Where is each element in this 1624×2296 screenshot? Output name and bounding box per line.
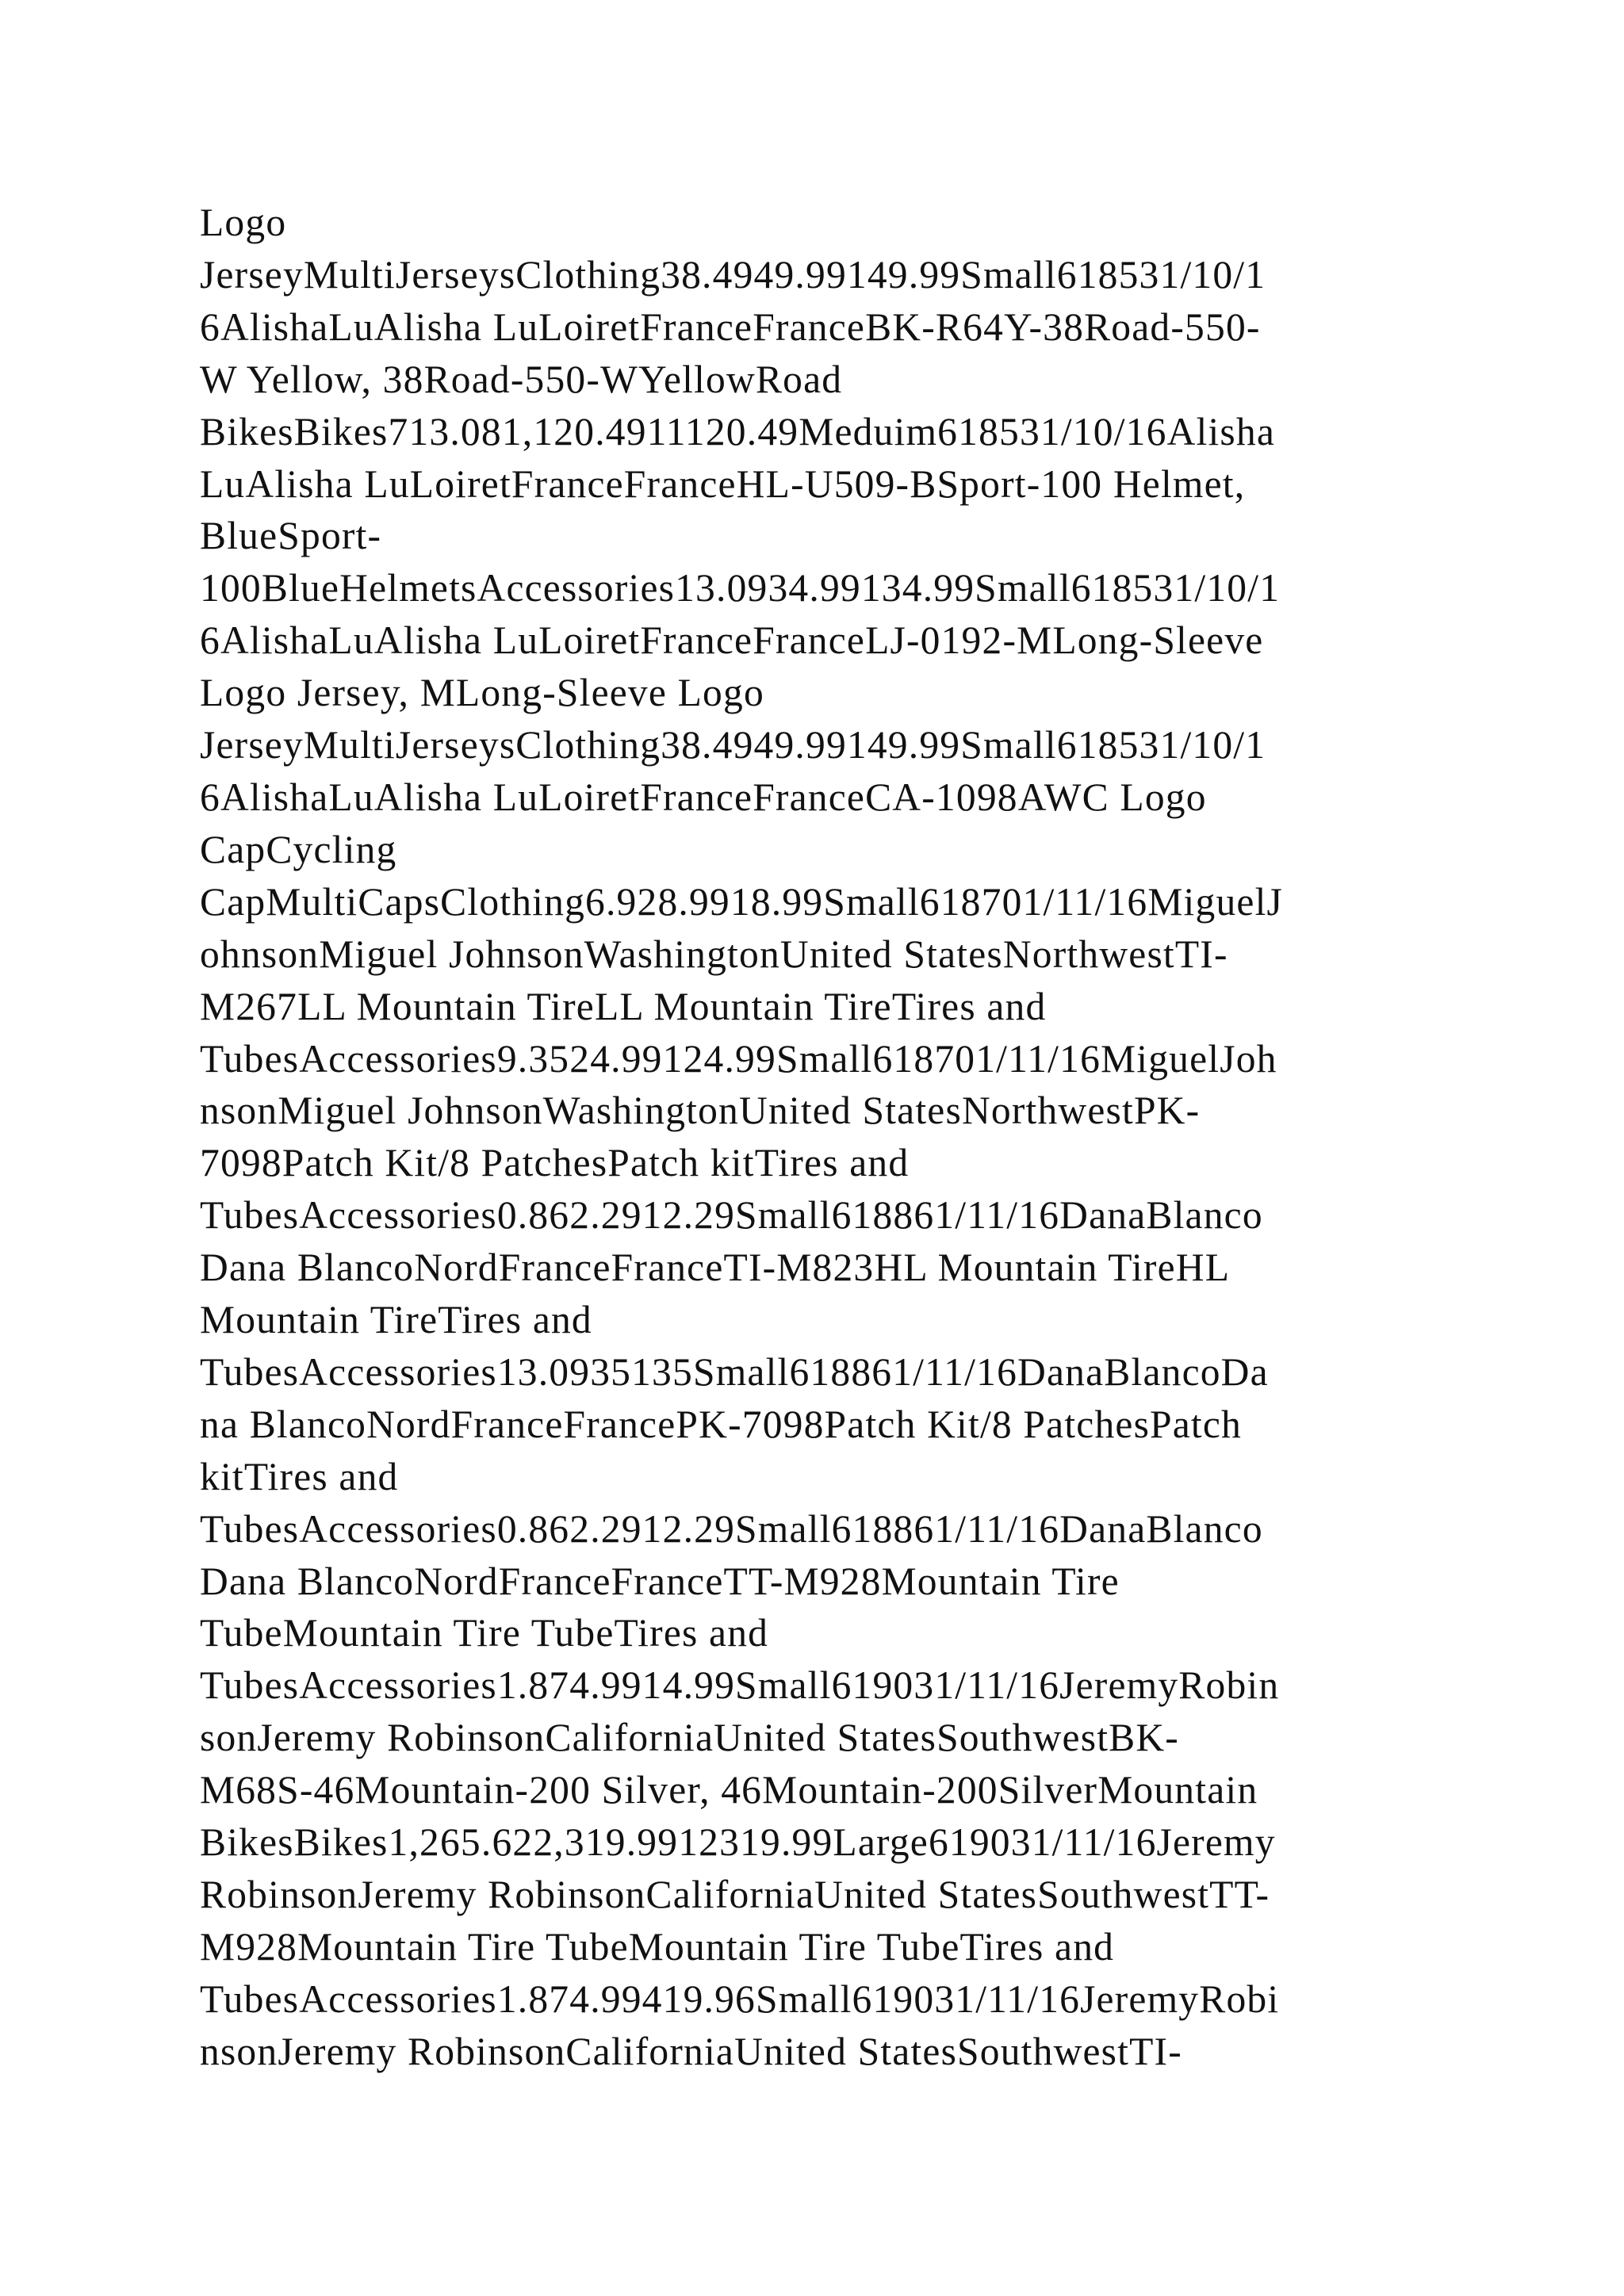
text-line: Dana BlancoNordFranceFranceTI-M823HL Mountain TireHL bbox=[200, 1246, 1231, 1290]
text-line: M267LL Mountain TireLL Mountain TireTires and bbox=[200, 984, 1047, 1028]
text-line: BikesBikes1,265.622,319.9912319.99Large619031/11/16Jeremy bbox=[200, 1820, 1276, 1865]
text-line: 6AlishaLuAlisha LuLoiretFranceFranceCA-1098AWC Logo bbox=[200, 775, 1207, 819]
text-line: sonJeremy RobinsonCaliforniaUnited StatesSouthwestBK- bbox=[200, 1716, 1179, 1760]
text-line: 6AlishaLuAlisha LuLoiretFranceFranceBK-R64Y-38Road-550- bbox=[200, 304, 1261, 349]
text-line: CapCycling bbox=[200, 827, 397, 871]
text-line: 100BlueHelmetsAccessories13.0934.99134.99Small618531/10/1 bbox=[200, 566, 1281, 610]
text-line: kitTires and bbox=[200, 1454, 399, 1498]
text-line: TubesAccessories0.862.2912.29Small618861/11/16DanaBlanco bbox=[200, 1506, 1263, 1551]
text-line: nsonMiguel JohnsonWashingtonUnited StatesNorthwestPK- bbox=[200, 1089, 1201, 1133]
text-line: JerseyMultiJerseysClothing38.4949.99149.99Small618531/10/1 bbox=[200, 723, 1266, 767]
text-line: Logo Jersey, MLong-Sleeve Logo bbox=[200, 671, 764, 715]
text-line: 7098Patch Kit/8 PatchesPatch kitTires and bbox=[200, 1141, 910, 1185]
text-line: TubesAccessories9.3524.99124.99Small618701/11/16MiguelJoh bbox=[200, 1036, 1277, 1081]
text-line: TubesAccessories1.874.99419.96Small619031/11/16JeremyRobi bbox=[200, 1976, 1280, 2021]
text-line: RobinsonJeremy RobinsonCaliforniaUnited StatesSouthwestTT- bbox=[200, 1873, 1270, 1916]
text-line: ohnsonMiguel JohnsonWashingtonUnited StatesNorthwestTI- bbox=[200, 932, 1228, 976]
text-line: M928Mountain Tire TubeMountain Tire TubeTires and bbox=[200, 1924, 1115, 1969]
text-line: 6AlishaLuAlisha LuLoiretFranceFranceLJ-0192-MLong-Sleeve bbox=[200, 618, 1264, 663]
text-line: TubesAccessories0.862.2912.29Small618861/11/16DanaBlanco bbox=[200, 1193, 1263, 1238]
text-line: W Yellow, 38Road-550-WYellowRoad bbox=[200, 357, 843, 401]
text-line: LuAlisha LuLoiretFranceFranceHL-U509-BSport-100 Helmet, bbox=[200, 461, 1246, 506]
text-line: M68S-46Mountain-200 Silver, 46Mountain-200SilverMountain bbox=[200, 1768, 1258, 1812]
text-line: na BlancoNordFranceFrancePK-7098Patch Kit/8 PatchesPatch bbox=[200, 1402, 1243, 1446]
text-line: TubesAccessories1.874.9914.99Small619031/11/16JeremyRobin bbox=[200, 1663, 1280, 1708]
text-line: nsonJeremy RobinsonCaliforniaUnited StatesSouthwestTI- bbox=[200, 2029, 1182, 2073]
text-line: TubeMountain Tire TubeTires and bbox=[200, 1611, 769, 1655]
text-line: Mountain TireTires and bbox=[200, 1298, 592, 1342]
text-line: JerseyMultiJerseysClothing38.4949.99149.99Small618531/10/1 bbox=[200, 252, 1266, 297]
text-line: Logo bbox=[200, 201, 287, 244]
text-line: BikesBikes713.081,120.4911120.49Meduim618531/10/16Alisha bbox=[200, 409, 1276, 453]
text-line: BlueSport- bbox=[200, 514, 382, 558]
text-line: Dana BlancoNordFranceFranceTT-M928Mountain Tire bbox=[200, 1559, 1120, 1603]
document-text bbox=[200, 197, 1469, 2078]
text-line: CapMultiCapsClothing6.928.9918.99Small618701/11/16MiguelJ bbox=[200, 879, 1283, 924]
text-line: TubesAccessories13.0935135Small618861/11/16DanaBlancoDa bbox=[200, 1349, 1269, 1394]
